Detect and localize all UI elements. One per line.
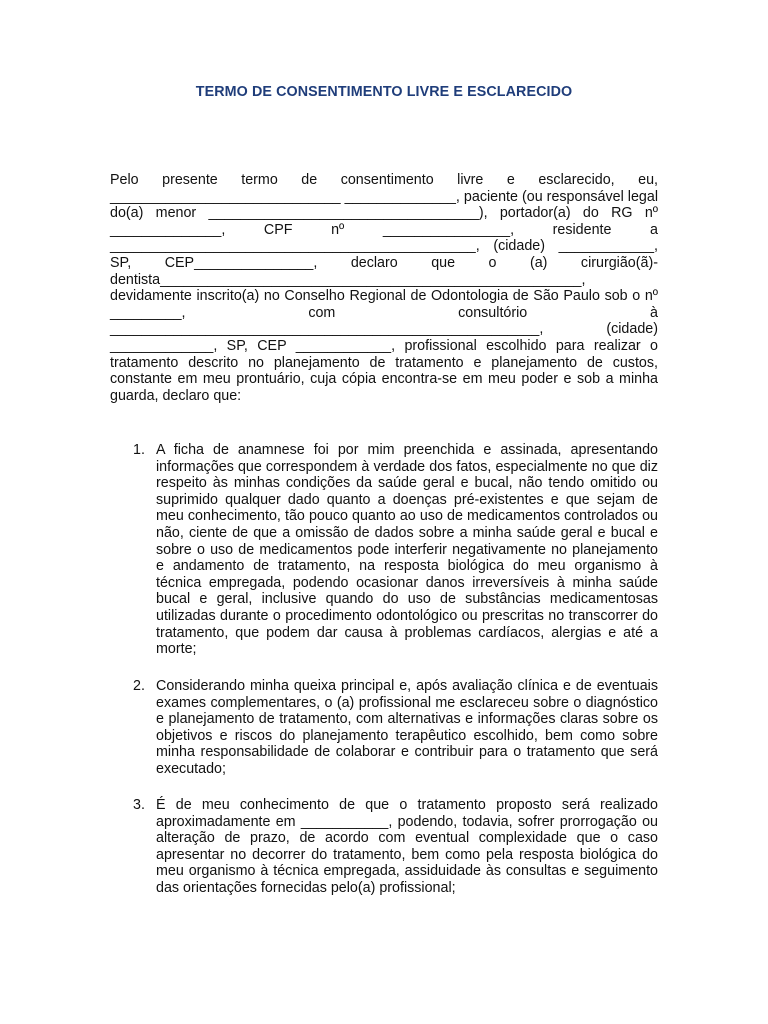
list-item-text: Considerando minha queixa principal e, após avaliação clínica e de eventuais exames complementares, o (a) profissional me esclareceu sobre o diagnóstico e planejamento de tratamento, com alternativas e informações claras sobre os objetivos e riscos do planejamento terapêutico escolhido, bem como sobre minha responsabilidade de colaborar e contribuir para o tratamento que será executado; [156, 678, 658, 777]
list-item [110, 797, 658, 897]
document-title: TERMO DE CONSENTIMENTO LIVRE E ESCLARECIDO [195, 84, 573, 100]
list-item-number: 3. [133, 797, 145, 813]
list-item [110, 442, 658, 658]
list-item [110, 678, 658, 778]
list-item-number: 1. [133, 442, 145, 458]
list-item-text: A ficha de anamnese foi por mim preenchida e assinada, apresentando informações que correspondem à verdade dos fatos, especialmente no que diz respeito às minhas condições da saúde geral e bucal, não tendo omitido ou suprimido qualquer dado quanto a doenças pré-existentes e que sejam de meu conhecimento, tão pouco quanto ao uso de medicamentos controlados ou não, ciente de que a omissão de dados sobre a minha saúde geral e bucal e sobre o uso de medicamentos pode interferir negativamente no planejamento e andamento de tratamento, na resposta biológica do meu organismo à técnica empregada, podendo ocasionar danos irreversíveis à minha saúde bucal e geral, inclusive quando do uso de substâncias medicamentosas utilizadas durante o procedimento odontológico ou prescritas no transcorrer do tratamento, que podem dar causa à problemas cardíacos, alergias e até a morte; [156, 442, 658, 658]
list-item-text: É de meu conhecimento de que o tratamento proposto será realizado aproximadamente em ___________, podendo, todavia, sofrer prorrogação ou alteração de prazo, de acordo com eventual complexidade que o caso apresentar no decorrer do tratamento, bem como pela resposta biológica do meu organismo à técnica empregada, assiduidade às consultas e seguimento das orientações fornecidas pelo(a) profissional; [156, 797, 658, 896]
list-item-number: 2. [133, 678, 145, 694]
intro-paragraph: Pelo presente termo de consentimento livre e esclarecido, eu, _____________________________ ______________, paciente (ou responsável legal do(a) menor __________________________________), portador(a) do RG nº ______________, CPF nº ________________, residente a ______________________________________________, (cidade) ____________, SP, CEP_______________, declaro que o (a) cirurgião(ã)-dentista_____________________________________________________, devidamente inscrito(a) no Conselho Regional de Odontologia de São Paulo sob o nº _________, com consultório à ______________________________________________________, (cidade) _____________, SP, CEP ____________, profissional escolhido para realizar o tratamento descrito no planejamento de tratamento e planejamento de custos, constante em meu prontuário, cuja cópia encontra-se em meu poder e sob a minha guarda, declaro que: [110, 172, 658, 404]
